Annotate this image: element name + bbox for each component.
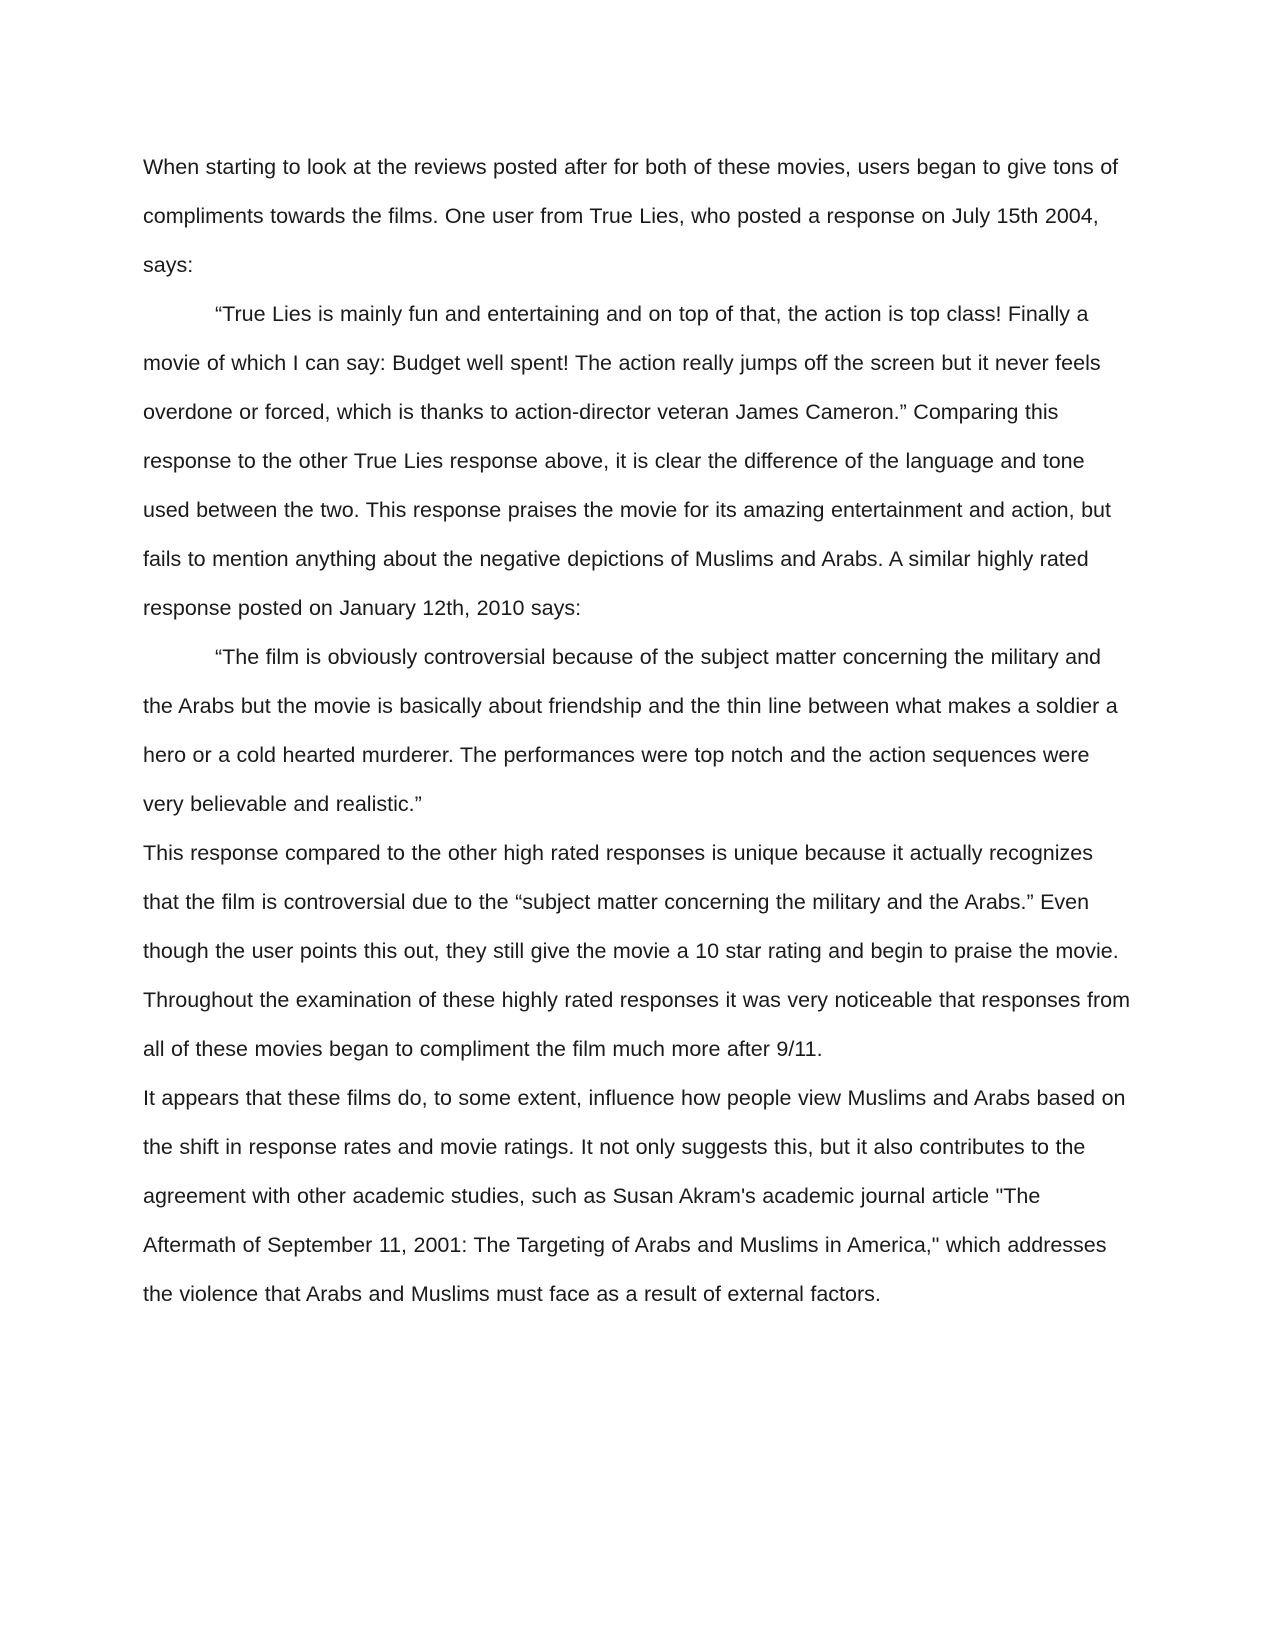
paragraph-analysis: This response compared to the other high rated responses is unique because it actually recognizes that the film is controversial due to the “subject matter concerning the military and the Arabs.” Even though the user points this out, they still give the movie a 10 star rating and begin to praise the movie. Throughout the examination of these highly rated responses it was very noticeable that responses from all of these movies began to compliment the film much more after 9/11. (143, 841, 1130, 1061)
paragraph-conclusion: It appears that these films do, to some extent, influence how people view Muslims and Arabs based on the shift in response rates and movie ratings. It not only suggests this, but it also contributes to the agreement with other academic studies, such as Susan Akram's academic journal article "The Aftermath of September 11, 2001: The Targeting of Arabs and Muslims in America," which addresses the violence that Arabs and Muslims must face as a result of external factors. (143, 1086, 1126, 1306)
paragraph-intro: When starting to look at the reviews posted after for both of these movies, users began to give tons of compliments towards the films. One user from True Lies, who posted a response on July 15th 2004, says: (143, 155, 1119, 277)
paragraph-quote-true-lies-2004: “True Lies is mainly fun and entertaining and on top of that, the action is top class! Finally a movie of which I can say: Budget well spent! The action really jumps off the screen but it never feels overdone or forced, which is thanks to action-director veteran James Cameron.” Comparing this response to the other True Lies response above, it is clear the difference of the language and tone used between the two. This response praises the movie for its amazing entertainment and action, but fails to mention anything about the negative depictions of Muslims and Arabs. A similar highly rated response posted on January 12th, 2010 says: (143, 302, 1111, 620)
paragraph-quote-2010: “The film is obviously controversial because of the subject matter concerning the military and the Arabs but the movie is basically about friendship and the thin line between what makes a soldier a hero or a cold hearted murderer. The performances were top notch and the action sequences were very believable and realistic.” (143, 645, 1118, 816)
document-body (143, 143, 1133, 1319)
